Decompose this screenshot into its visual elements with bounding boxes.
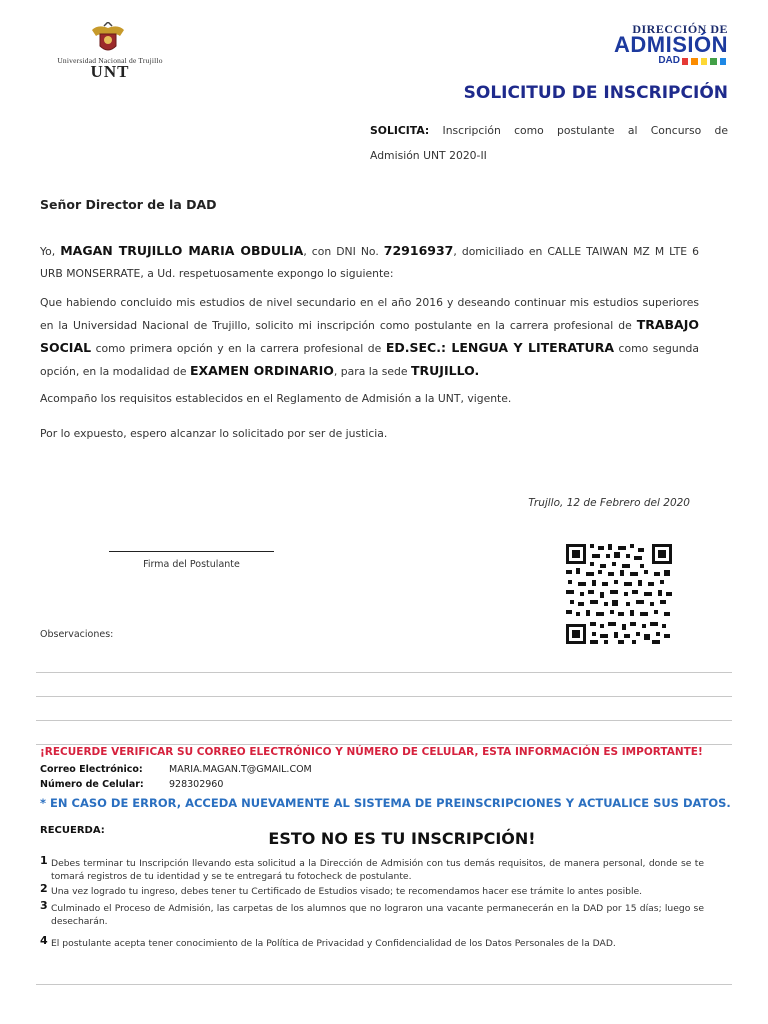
- paragraph-request: [40, 292, 699, 383]
- remember-item-number: 3: [40, 899, 48, 912]
- phone-value: 928302960: [169, 779, 224, 790]
- p1-text-a: Yo,: [40, 245, 61, 258]
- p2-text-c: como segunda opción, en la modalidad de: [40, 342, 700, 378]
- university-acronym: UNT: [90, 62, 130, 81]
- p1-text-c: , domiciliado en CALLE TAIWAN MZ M LTE 6 URB MONSERRATE, a Ud. respetuosamente expongo lo siguiente:: [40, 245, 700, 280]
- phone-label: Número de Celular:: [40, 779, 144, 790]
- error-update-note: * EN CASO DE ERROR, ACCEDA NUEVAMENTE AL SISTEMA DE PREINSCRIPCIONES Y ACTUALICE SUS DATOS.: [40, 796, 731, 810]
- p1-text-b: , con DNI No.: [303, 245, 384, 258]
- remember-item-text: Debes terminar tu Inscripción llevando esta solicitud a la Dirección de Admisión con tus demás requisitos, de manera personal, donde se te tomará registros de tu identidad y se te entregará tu fotocheck de postulante.: [51, 858, 704, 882]
- page-title: SOLICITUD DE INSCRIPCIÓN: [463, 83, 728, 103]
- signature-label: Firma del Postulante: [143, 559, 240, 570]
- email-value: MARIA.MAGAN.T@GMAIL.COM: [169, 764, 312, 775]
- footer-divider: [36, 984, 732, 985]
- dad-logo-line1: DIRECCIÓN DE: [632, 22, 728, 36]
- dad-color-squares: [682, 58, 726, 65]
- remember-item-number: 1: [40, 854, 48, 867]
- career-first-option: TRABAJO SOCIAL: [40, 317, 699, 355]
- paragraph-requirements: Acompaño los requisitos establecidos en el Reglamento de Admisión a la UNT, vigente.: [40, 392, 512, 405]
- remember-item-number: 4: [40, 934, 48, 947]
- unt-crest-icon: [88, 22, 128, 56]
- remember-item-text: El postulante acepta tener conocimiento de la Política de Privacidad y Confidencialidad de los Datos Personales de la DAD.: [51, 938, 616, 949]
- dad-logo: [596, 22, 730, 68]
- remember-item-1: [40, 854, 704, 883]
- solicita-label: SOLICITA:: [370, 124, 430, 137]
- signature-line: [109, 551, 274, 552]
- warning-verify-contact: ¡RECUERDE VERIFICAR SU CORREO ELECTRÓNICO Y NÚMERO DE CELULAR, ESTA INFORMACIÓN ES IMPORTANTE!: [40, 746, 703, 758]
- admission-modality: EXAMEN ORDINARIO: [189, 363, 334, 378]
- career-second-option: ED.SEC.: LENGUA Y LITERATURA: [385, 340, 615, 355]
- dad-logo-line2: ADMISIÓN: [614, 32, 728, 57]
- university-name: Universidad Nacional de Trujillo: [57, 56, 163, 65]
- paragraph-identity: [40, 240, 699, 285]
- observations-label: Observaciones:: [40, 629, 114, 640]
- observations-line-3: [36, 720, 732, 721]
- unt-logo: [40, 22, 180, 82]
- observations-line-1: [36, 672, 732, 673]
- not-registration-headline: ESTO NO ES TU INSCRIPCIÓN!: [268, 829, 536, 848]
- document-date: Trujllo, 12 de Febrero del 2020: [528, 497, 690, 509]
- paragraph-closing: Por lo expuesto, espero alcanzar lo solicitado por ser de justicia.: [40, 427, 388, 440]
- applicant-name: MAGAN TRUJILLO MARIA OBDULIA: [60, 243, 304, 258]
- solicita-block: [370, 120, 728, 167]
- email-label: Correo Electrónico:: [40, 764, 143, 775]
- applicant-dni: 72916937: [383, 243, 454, 258]
- solicita-line2: Admisión UNT 2020-II: [370, 149, 487, 162]
- remember-item-text: Culminado el Proceso de Admisión, las carpetas de los alumnos que no lograron una vacante permanecerán en la DAD por 15 días; luego se desecharán.: [51, 903, 704, 927]
- observations-line-4: [36, 744, 732, 745]
- qr-code: [564, 542, 674, 646]
- remember-item-number: 2: [40, 882, 48, 895]
- p2-text-a: Que habiendo concluido mis estudios de nivel secundario en el año 2016 y deseando continuar mis estudios superiores en la Universidad Nacional de Trujillo, solicito mi inscripción como postulante en la carrera profesional de: [40, 296, 699, 332]
- solicita-line1: Inscripción como postulante al Concurso de: [442, 124, 728, 137]
- remember-item-text: Una vez logrado tu ingreso, debes tener tu Certificado de Estudios visado; te recomendamos hacer ese trámite lo antes posible.: [51, 886, 643, 897]
- dad-logo-line3: DAD: [658, 55, 680, 66]
- addressee: Señor Director de la DAD: [40, 197, 217, 212]
- p2-text-d: , para la sede: [333, 365, 411, 378]
- remember-item-2: [40, 882, 704, 898]
- remember-item-3: [40, 899, 704, 928]
- observations-line-2: [36, 696, 732, 697]
- remember-label: RECUERDA:: [40, 825, 105, 836]
- remember-item-4: [40, 934, 704, 950]
- p2-text-b: como primera opción y en la carrera profesional de: [91, 342, 386, 355]
- sede: TRUJILLO.: [411, 363, 480, 378]
